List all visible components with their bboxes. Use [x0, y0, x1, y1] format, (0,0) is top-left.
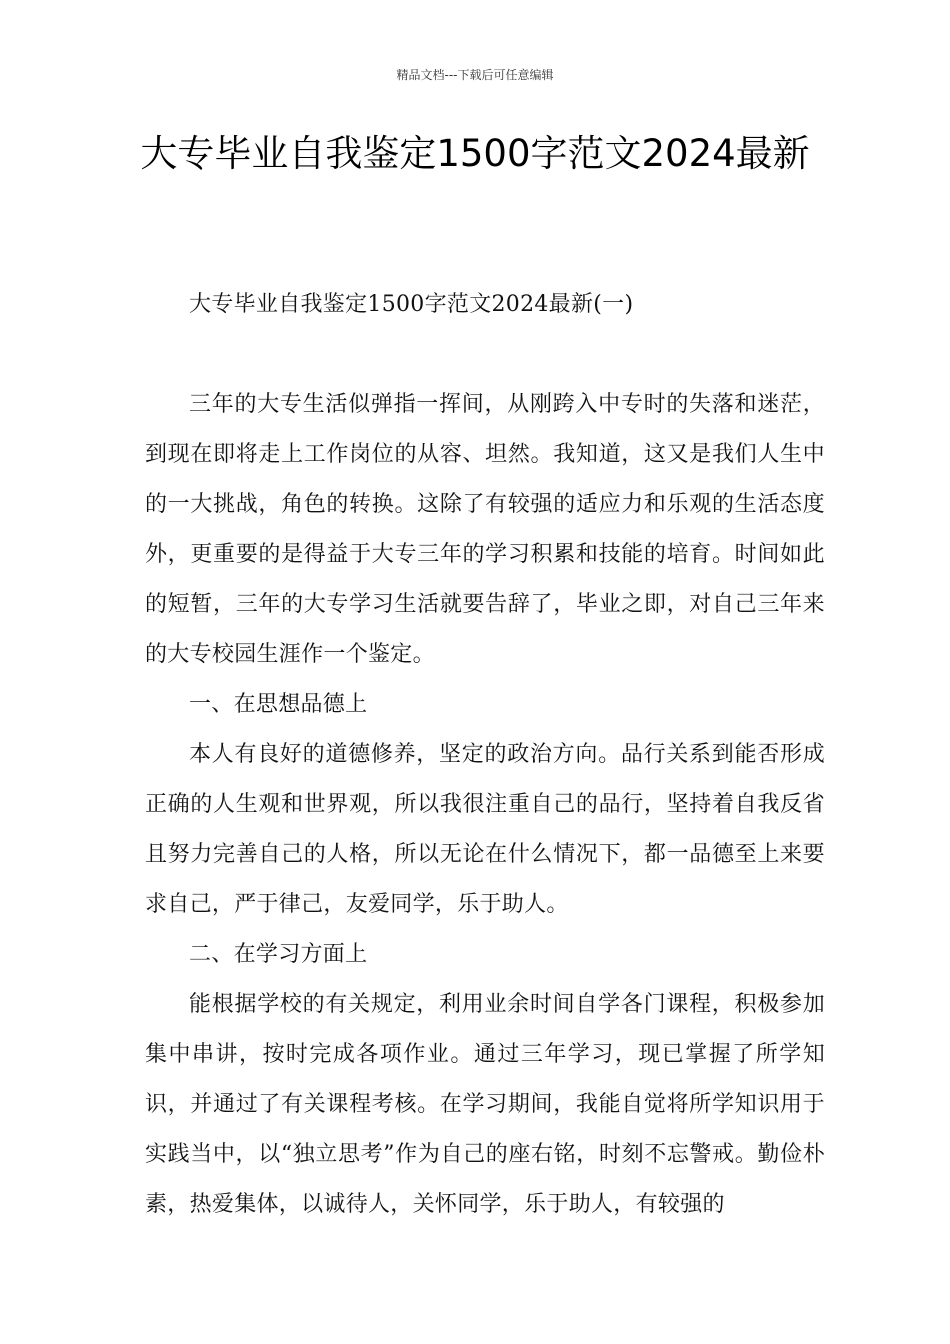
section-subtitle: 大专毕业自我鉴定1500字范文2024最新(一) [189, 292, 634, 317]
document-body [145, 280, 825, 1230]
paragraph-moral: 本人有良好的道德修养，坚定的政治方向。品行关系到能否形成正确的人生观和世界观，所以我很注重自己的品行，坚持着自我反省且努力完善自己的人格，所以无论在什么情况下，都一品德至上来要求自己，严于律己，友爱同学，乐于助人。 [145, 742, 825, 917]
paragraph-study: 能根据学校的有关规定，利用业余时间自学各门课程，积极参加集中串讲，按时完成各项作业。通过三年学习，现已掌握了所学知识，并通过了有关课程考核。在学习期间，我能自觉将所学知识用于实践当中，以“独立思考”作为自己的座右铭，时刻不忘警戒。勤俭朴素，热爱集体，以诚待人，关怀同学，乐于助人，有较强的 [145, 992, 825, 1217]
paragraph-intro: 三年的大专生活似弹指一挥间，从刚跨入中专时的失落和迷茫，到现在即将走上工作岗位的从容、坦然。我知道，这又是我们人生中的一大挑战，角色的转换。这除了有较强的适应力和乐观的生活态度外，更重要的是得益于大专三年的学习积累和技能的培育。时间如此的短暂，三年的大专学习生活就要告辞了，毕业之即，对自己三年来的大专校园生涯作一个鉴定。 [145, 392, 825, 667]
heading-moral: 一、在思想品德上 [189, 692, 368, 717]
header-note: 精品文档---下载后可任意编辑 [396, 68, 554, 82]
document-title: 大专毕业自我鉴定1500字范文2024最新 [140, 132, 810, 175]
heading-study: 二、在学习方面上 [189, 942, 368, 967]
